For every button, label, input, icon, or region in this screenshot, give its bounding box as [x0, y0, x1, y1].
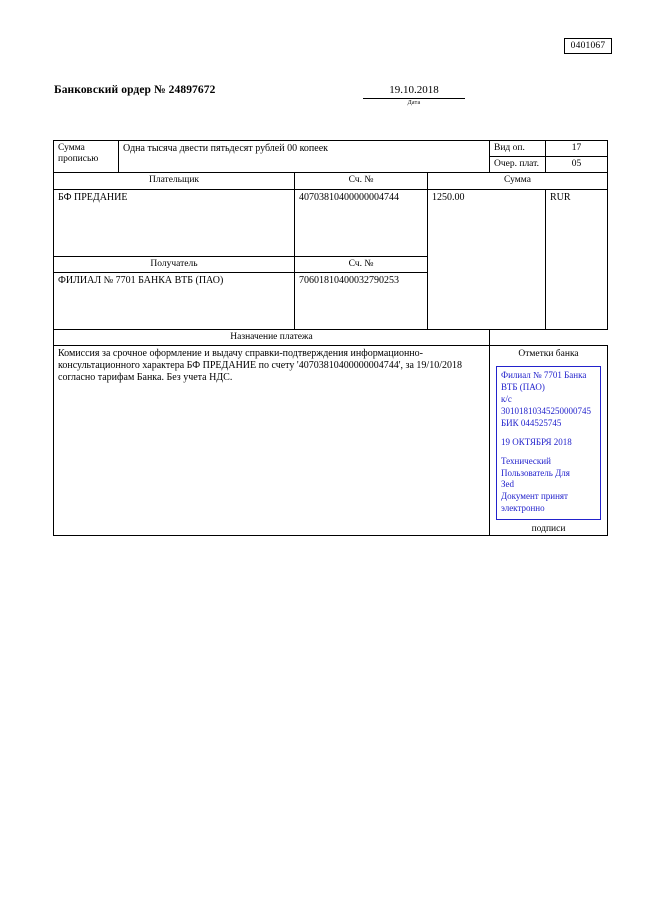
- op-type-value: 17: [546, 141, 608, 157]
- date-caption: Дата: [407, 100, 421, 106]
- stamp-line-user: Технический Пользователь Для: [501, 455, 570, 478]
- stamp-line-date: 19 ОКТЯБРЯ 2018: [501, 436, 572, 447]
- stamp-gap-2: [501, 449, 596, 456]
- priority-label: Очер. плат.: [490, 157, 546, 173]
- purpose-header-spacer: [490, 329, 608, 345]
- column-header-payee: Получатель: [54, 256, 295, 272]
- form-code-box: 0401067: [564, 38, 612, 54]
- amount-words-label-line1: Сумма: [58, 143, 85, 153]
- payment-amount: 1250.00: [428, 189, 546, 329]
- stamp-line-bank: Филиал № 7701 Банка ВТБ (ПАО): [501, 370, 587, 393]
- bank-marks-header: Отметки банка: [518, 349, 579, 360]
- payee-name: ФИЛИАЛ № 7701 БАНКА ВТБ (ПАО): [54, 272, 295, 329]
- payee-account: 70601810400032790253: [295, 272, 428, 329]
- table-row: [54, 329, 608, 345]
- order-form-table: [53, 140, 607, 536]
- payer-account: 40703810400000004744: [295, 189, 428, 256]
- stamp-line-user-2: Зed: [501, 479, 515, 490]
- stamp-line-bik: БИК 044525745: [501, 417, 562, 428]
- amount-words-label: [54, 141, 119, 173]
- column-header-payer: Плательщик: [54, 173, 295, 189]
- table-row: [54, 173, 608, 189]
- signatures-label: подписи: [531, 524, 566, 535]
- column-header-account-2: Сч. №: [295, 256, 428, 272]
- stamp-line-accepted: Документ принят электронно: [501, 491, 568, 514]
- document-date-value: 19.10.2018: [389, 84, 439, 96]
- date-underline: [363, 97, 465, 99]
- page-title: Банковский ордер № 24897672: [54, 84, 216, 96]
- amount-words-label-line2: прописью: [58, 154, 99, 165]
- document-date: [363, 84, 465, 106]
- stamp-line-corr-account: к/с 30101810345250000745: [501, 394, 591, 417]
- priority-value: 05: [546, 157, 608, 173]
- table-row: [54, 141, 608, 157]
- amount-words-value: Одна тысяча двести пятьдесят рублей 00 копеек: [119, 141, 490, 173]
- table-row: [54, 346, 608, 536]
- table-row: [54, 189, 608, 256]
- payment-currency: RUR: [546, 189, 608, 329]
- op-type-label: Вид оп.: [490, 141, 546, 157]
- bank-stamp: [496, 366, 601, 520]
- column-header-account: Сч. №: [295, 173, 428, 189]
- bank-marks-cell: [490, 346, 608, 536]
- doc-table: [53, 140, 608, 536]
- purpose-header: Назначение платежа: [54, 329, 490, 345]
- column-header-amount: Сумма: [428, 173, 608, 189]
- payer-name: БФ ПРЕДАНИЕ: [54, 189, 295, 256]
- purpose-text: Комиссия за срочное оформление и выдачу справки-подтверждения информационно-консультационного характера БФ ПРЕДАНИЕ по счету '40703810400000004744', за 19/10/2018 согласно тарифам Банка. Без учета НДС.: [54, 346, 490, 536]
- stamp-gap-1: [501, 430, 596, 437]
